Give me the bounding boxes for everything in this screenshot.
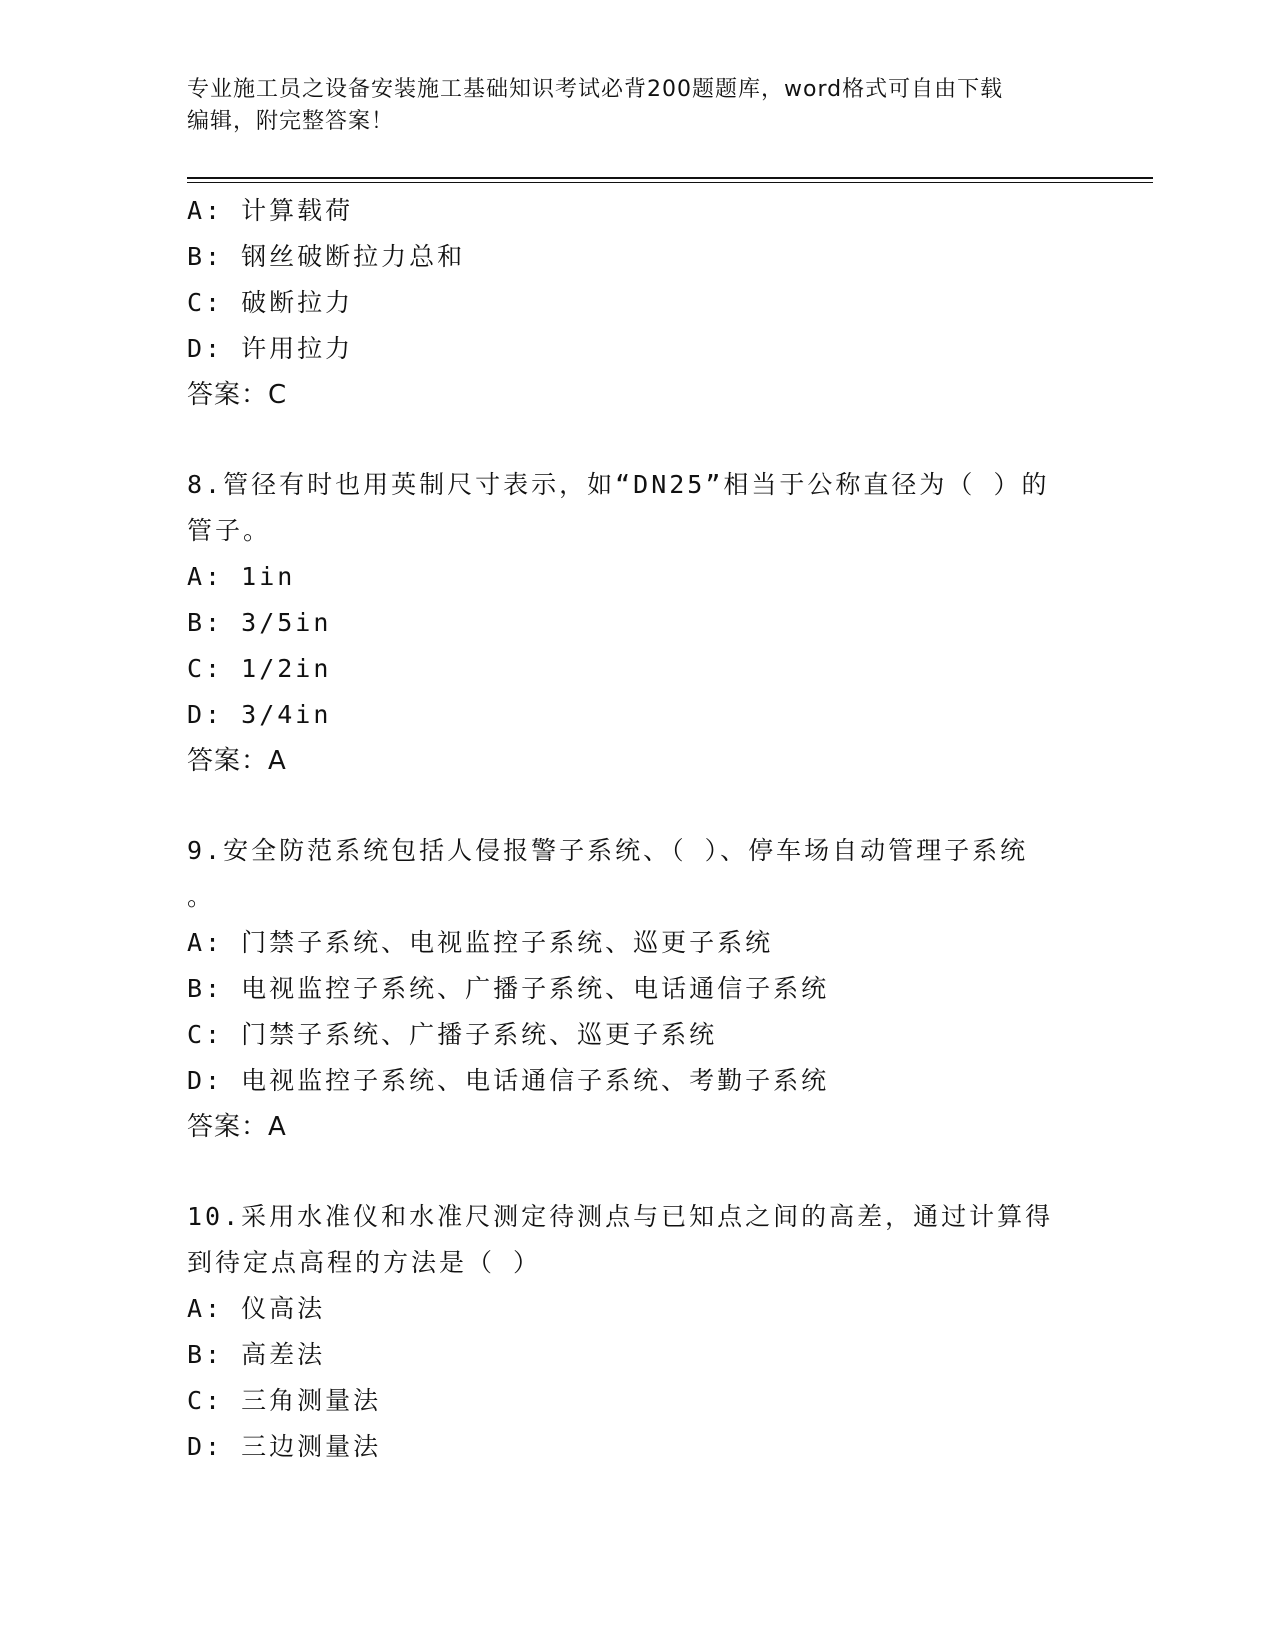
option-c: C: 1/2in — [187, 654, 332, 683]
question-text-line-1: 8.管径有时也用英制尺寸表示，如“DN25”相当于公称直径为（ ）的 — [187, 470, 1050, 499]
option-d: D: 3/4in — [187, 700, 332, 729]
question-10 — [187, 1194, 1087, 1470]
spacer — [187, 784, 1087, 828]
option-b: B: 3/5in — [187, 608, 332, 637]
option-d: D: 三边测量法 — [187, 1432, 382, 1461]
answer-label: 答案：A — [187, 1112, 287, 1142]
header-divider-thick — [187, 177, 1153, 179]
option-c: C: 破断拉力 — [187, 288, 354, 317]
option-c: C: 门禁子系统、广播子系统、巡更子系统 — [187, 1020, 718, 1049]
question-text-line-2: 到待定点高程的方法是（ ） — [187, 1248, 542, 1277]
option-d: D: 电视监控子系统、电话通信子系统、考勤子系统 — [187, 1066, 830, 1095]
page-header — [187, 74, 1087, 138]
question-text-line-1: 9.安全防范系统包括人侵报警子系统、（ ）、停车场自动管理子系统 — [187, 836, 1029, 865]
header-line-2: 编辑，附完整答案！ — [187, 109, 395, 134]
option-b: B: 钢丝破断拉力总和 — [187, 242, 466, 271]
question-8 — [187, 462, 1087, 784]
question-9 — [187, 828, 1087, 1150]
option-d: D: 许用拉力 — [187, 334, 354, 363]
answer-label: 答案：A — [187, 746, 287, 776]
option-c: C: 三角测量法 — [187, 1386, 382, 1415]
option-a: A: 门禁子系统、电视监控子系统、巡更子系统 — [187, 928, 774, 957]
question-text-line-1: 10.采用水准仪和水准尺测定待测点与已知点之间的高差，通过计算得 — [187, 1202, 1054, 1231]
question-text-line-2: 管子。 — [187, 516, 272, 545]
question-text-line-2: 。 — [187, 882, 216, 911]
spacer — [187, 418, 1087, 462]
option-a: A: 仪高法 — [187, 1294, 326, 1323]
answer-label: 答案：C — [187, 380, 288, 410]
option-a: A: 计算载荷 — [187, 196, 354, 225]
header-divider-thin — [187, 182, 1153, 183]
spacer — [187, 1150, 1087, 1194]
question-list — [187, 188, 1087, 1470]
question-7 — [187, 188, 1087, 418]
option-b: B: 电视监控子系统、广播子系统、电话通信子系统 — [187, 974, 830, 1003]
option-b: B: 高差法 — [187, 1340, 326, 1369]
header-line-1: 专业施工员之设备安装施工基础知识考试必背200题题库，word格式可自由下载 — [187, 77, 1004, 102]
option-a: A: 1in — [187, 562, 296, 591]
